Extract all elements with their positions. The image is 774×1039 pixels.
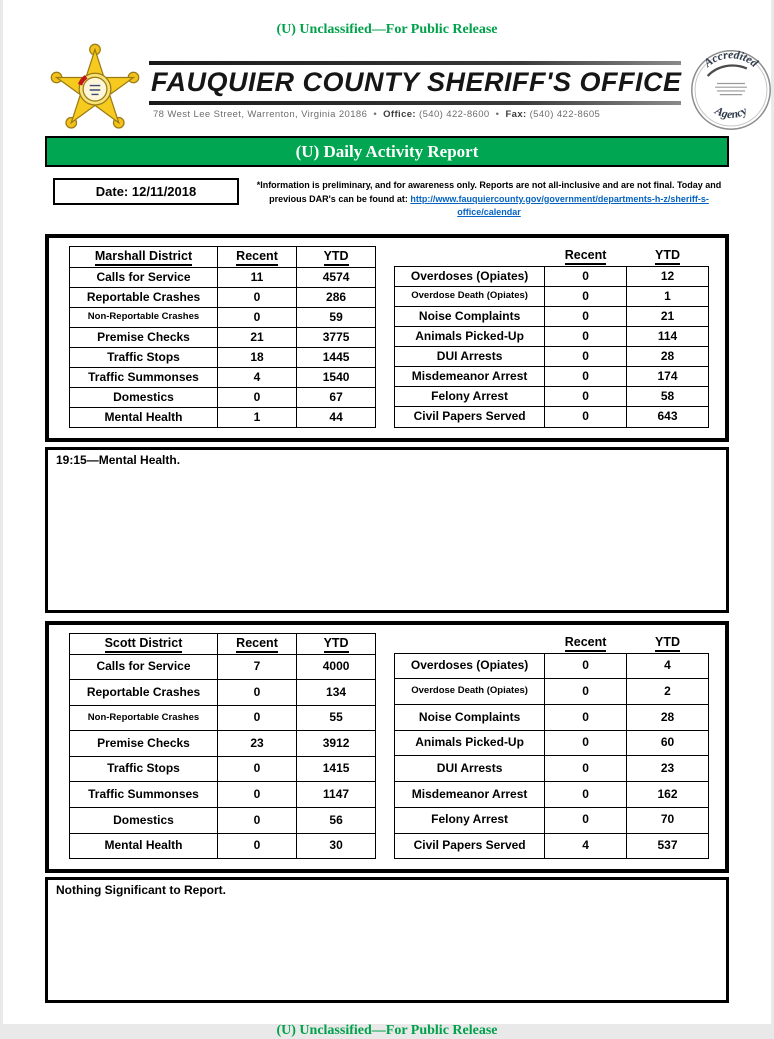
row-label: Animals Picked-Up — [395, 730, 545, 756]
table-row — [70, 808, 376, 834]
table-row — [70, 287, 376, 307]
row-label: Domestics — [70, 808, 218, 834]
ytd-value: 2 — [627, 679, 709, 705]
ytd-value: 286 — [297, 287, 376, 307]
row-label: Mental Health — [70, 833, 218, 859]
table-row — [395, 266, 709, 286]
ytd-value: 3912 — [297, 731, 376, 757]
table-header-row — [70, 246, 376, 267]
bottom-rule — [149, 101, 681, 105]
ytd-value: 58 — [627, 387, 709, 407]
column-header-recent: Recent — [218, 246, 297, 267]
table-row — [395, 367, 709, 387]
recent-value: 0 — [218, 307, 297, 327]
report-title: (U) Daily Activity Report — [295, 141, 479, 161]
recent-value: 0 — [545, 756, 627, 782]
recent-value: 0 — [545, 653, 627, 679]
column-header-ytd: YTD — [297, 246, 376, 267]
fax-phone: (540) 422-8605 — [526, 108, 601, 120]
recent-value: 4 — [218, 367, 297, 387]
disclaimer-text — [249, 178, 729, 220]
recent-value: 0 — [545, 306, 627, 326]
marshall-district-section — [45, 234, 729, 442]
table-row — [395, 730, 709, 756]
recent-value: 0 — [545, 407, 627, 427]
table-row — [395, 286, 709, 306]
row-label: Premise Checks — [70, 327, 218, 347]
ytd-value: 67 — [297, 387, 376, 407]
table-row — [395, 326, 709, 346]
row-label: Calls for Service — [70, 654, 218, 680]
table-row — [70, 833, 376, 859]
table-row — [70, 267, 376, 287]
ytd-value: 30 — [297, 833, 376, 859]
table-row — [70, 705, 376, 731]
ytd-value: 162 — [627, 782, 709, 808]
table-row — [395, 679, 709, 705]
empty-header-cell — [395, 633, 545, 654]
recent-value: 0 — [545, 704, 627, 730]
recent-value: 0 — [218, 833, 297, 859]
recent-value: 23 — [218, 731, 297, 757]
table-row — [70, 307, 376, 327]
row-label: Domestics — [70, 387, 218, 407]
row-label: Reportable Crashes — [70, 680, 218, 706]
row-label: Noise Complaints — [395, 704, 545, 730]
recent-value: 1 — [218, 407, 297, 427]
row-label: Traffic Summonses — [70, 782, 218, 808]
recent-value: 0 — [218, 387, 297, 407]
table-row — [70, 387, 376, 407]
marshall-notes-box — [45, 447, 729, 613]
recent-value: 0 — [545, 286, 627, 306]
ytd-value: 114 — [627, 326, 709, 346]
column-header-recent: Recent — [545, 246, 627, 267]
table-row — [395, 756, 709, 782]
table-title: Marshall District — [70, 246, 218, 267]
table-header-row — [70, 633, 376, 654]
report-title-banner — [45, 136, 729, 167]
table-header-row — [395, 633, 709, 654]
column-header-ytd: YTD — [627, 246, 709, 267]
marshall-stats-table — [394, 246, 709, 428]
row-label: Traffic Summonses — [70, 367, 218, 387]
separator-dot: • — [373, 108, 378, 120]
classification-banner-top: (U) Unclassified—For Public Release — [276, 22, 498, 37]
ytd-value: 21 — [627, 306, 709, 326]
recent-value: 0 — [218, 782, 297, 808]
recent-value: 0 — [545, 326, 627, 346]
ytd-value: 60 — [627, 730, 709, 756]
recent-value: 11 — [218, 267, 297, 287]
row-label: Calls for Service — [70, 267, 218, 287]
fax-label: Fax: — [505, 108, 527, 120]
date-value: 12/11/2018 — [128, 184, 197, 199]
recent-value: 0 — [218, 756, 297, 782]
table-row — [70, 654, 376, 680]
row-label: Non-Reportable Crashes — [70, 307, 218, 327]
separator-dot: • — [495, 108, 500, 120]
date-label: Date: — [95, 184, 129, 199]
row-label: Animals Picked-Up — [395, 326, 545, 346]
column-header-recent: Recent — [218, 633, 297, 654]
recent-value: 0 — [545, 782, 627, 808]
table-row — [70, 680, 376, 706]
recent-value: 0 — [545, 387, 627, 407]
sheriff-star-badge-icon — [47, 46, 143, 134]
recent-value: 0 — [545, 367, 627, 387]
disclaimer-body: *Information is preliminary, and for awareness only. Reports are not all-inclusive and are not final. Today and previous DAR's can be found at: — [256, 180, 722, 204]
table-row — [395, 407, 709, 427]
recent-value: 18 — [218, 347, 297, 367]
table-row — [395, 653, 709, 679]
table-row — [395, 782, 709, 808]
recent-value: 0 — [545, 807, 627, 833]
seal-bottom-text: Agency — [713, 104, 750, 122]
ytd-value: 1147 — [297, 782, 376, 808]
table-row — [395, 387, 709, 407]
row-label: Traffic Stops — [70, 347, 218, 367]
row-label: Overdose Death (Opiates) — [395, 286, 545, 306]
ytd-value: 174 — [627, 367, 709, 387]
table-row — [70, 731, 376, 757]
scott-stats-table — [394, 633, 709, 860]
agency-name: FAUQUIER COUNTY SHERIFF'S OFFICE — [151, 66, 682, 97]
recent-value: 0 — [545, 679, 627, 705]
row-label: DUI Arrests — [395, 347, 545, 367]
ytd-value: 1445 — [297, 347, 376, 367]
row-label: Civil Papers Served — [395, 833, 545, 859]
classification-banner-bottom: (U) Unclassified—For Public Release — [276, 1023, 498, 1039]
ytd-value: 643 — [627, 407, 709, 427]
daily-activity-report-page — [3, 0, 771, 1039]
street-address: 78 West Lee Street, Warrenton, Virginia 20186 — [153, 108, 368, 120]
office-label: Office: — [383, 108, 416, 120]
table-row — [70, 756, 376, 782]
recent-value: 0 — [218, 705, 297, 731]
table-row — [395, 704, 709, 730]
empty-header-cell — [395, 246, 545, 267]
ytd-value: 1 — [627, 286, 709, 306]
seal-top-text: Accredited — [702, 48, 762, 70]
column-header-ytd: YTD — [297, 633, 376, 654]
ytd-value: 70 — [627, 807, 709, 833]
recent-value: 7 — [218, 654, 297, 680]
ytd-value: 56 — [297, 808, 376, 834]
agency-address — [149, 109, 681, 120]
table-row — [395, 807, 709, 833]
ytd-value: 537 — [627, 833, 709, 859]
row-label: Felony Arrest — [395, 387, 545, 407]
ytd-value: 4574 — [297, 267, 376, 287]
column-header-ytd: YTD — [627, 633, 709, 654]
table-row — [70, 347, 376, 367]
scott-district-section — [45, 621, 729, 874]
recent-value: 0 — [545, 730, 627, 756]
ytd-value: 134 — [297, 680, 376, 706]
recent-value: 0 — [545, 266, 627, 286]
table-row — [395, 347, 709, 367]
row-label: Noise Complaints — [395, 306, 545, 326]
table-row — [395, 306, 709, 326]
marshall-notes-text: 19:15—Mental Health. — [56, 452, 181, 467]
ytd-value: 3775 — [297, 327, 376, 347]
letterhead-title-block — [143, 61, 687, 120]
ytd-value: 4000 — [297, 654, 376, 680]
row-label: Felony Arrest — [395, 807, 545, 833]
ytd-value: 12 — [627, 266, 709, 286]
table-header-row — [395, 246, 709, 267]
row-label: Reportable Crashes — [70, 287, 218, 307]
calendar-link[interactable]: http://www.fauquiercounty.gov/government/departments-h-z/sheriff-s-office/calendar — [410, 193, 709, 217]
row-label: Misdemeanor Arrest — [395, 782, 545, 808]
table-row — [70, 367, 376, 387]
ytd-value: 23 — [627, 756, 709, 782]
recent-value: 0 — [218, 680, 297, 706]
table-row — [70, 782, 376, 808]
ytd-value: 44 — [297, 407, 376, 427]
row-label: Traffic Stops — [70, 756, 218, 782]
row-label: Premise Checks — [70, 731, 218, 757]
row-label: Misdemeanor Arrest — [395, 367, 545, 387]
ytd-value: 28 — [627, 704, 709, 730]
ytd-value: 28 — [627, 347, 709, 367]
row-label: Mental Health — [70, 407, 218, 427]
recent-value: 0 — [218, 287, 297, 307]
ytd-value: 1540 — [297, 367, 376, 387]
office-phone: (540) 422-8600 — [416, 108, 490, 120]
row-label: Overdoses (Opiates) — [395, 266, 545, 286]
table-row — [70, 407, 376, 427]
recent-value: 4 — [545, 833, 627, 859]
recent-value: 0 — [218, 808, 297, 834]
date-row — [53, 178, 729, 220]
scott-notes-text: Nothing Significant to Report. — [56, 883, 226, 898]
ytd-value: 59 — [297, 307, 376, 327]
ytd-value: 55 — [297, 705, 376, 731]
table-row — [70, 327, 376, 347]
recent-value: 0 — [545, 347, 627, 367]
letterhead — [47, 48, 762, 132]
column-header-recent: Recent — [545, 633, 627, 654]
row-label: Overdoses (Opiates) — [395, 653, 545, 679]
row-label: Civil Papers Served — [395, 407, 545, 427]
row-label: Non-Reportable Crashes — [70, 705, 218, 731]
ytd-value: 4 — [627, 653, 709, 679]
row-label: Overdose Death (Opiates) — [395, 679, 545, 705]
accredited-agency-seal-icon — [687, 48, 774, 132]
table-title: Scott District — [70, 633, 218, 654]
scott-notes-box — [45, 877, 729, 1003]
marshall-district-table — [69, 246, 376, 428]
table-row — [395, 833, 709, 859]
row-label: DUI Arrests — [395, 756, 545, 782]
scott-district-table — [69, 633, 376, 860]
date-box — [53, 178, 239, 205]
ytd-value: 1415 — [297, 756, 376, 782]
recent-value: 21 — [218, 327, 297, 347]
